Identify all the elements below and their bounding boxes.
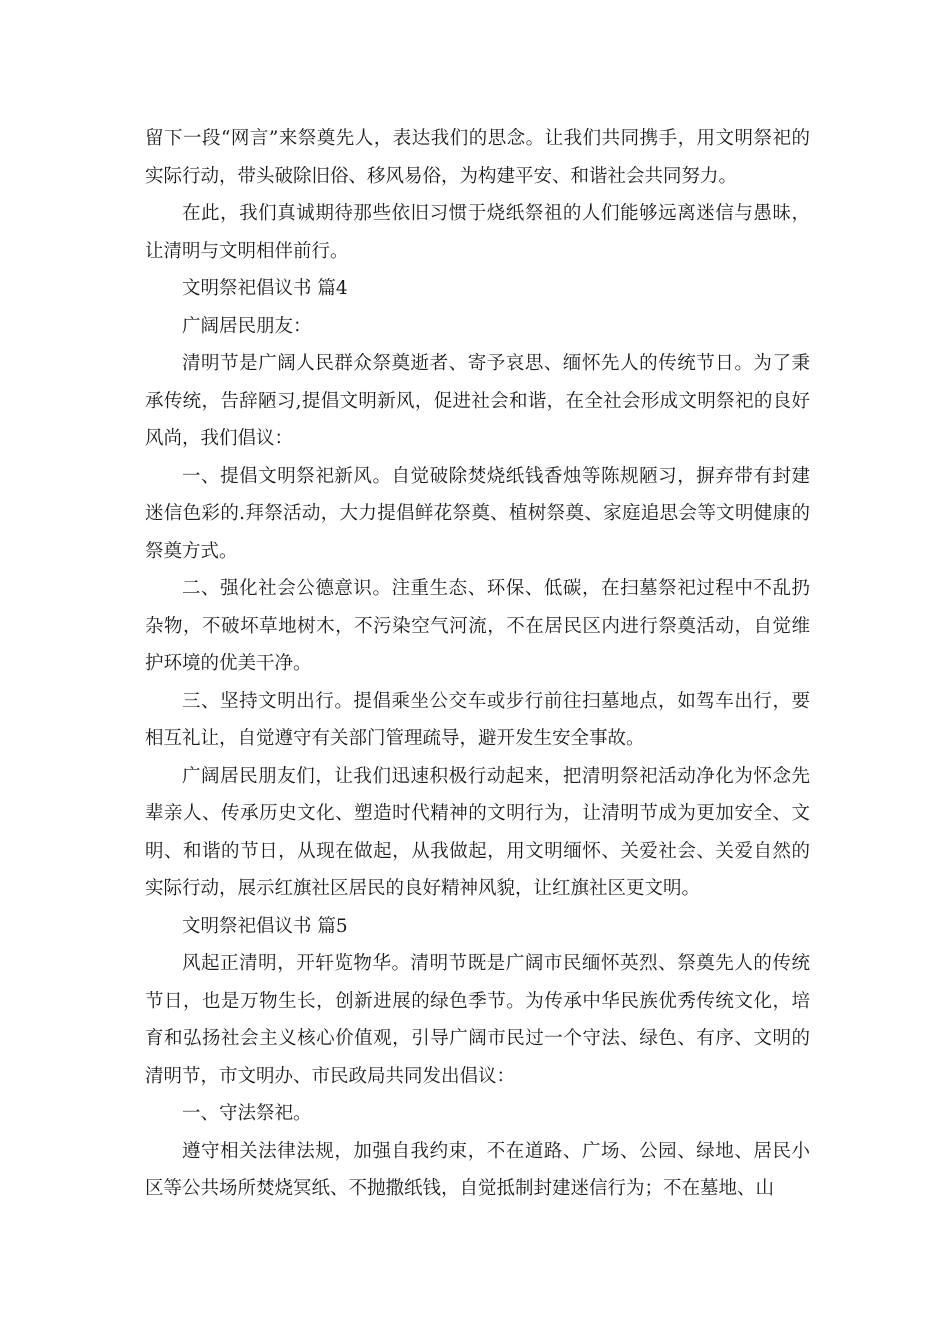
paragraph-intro: 清明节是广阔人民群众祭奠逝者、寄予哀思、缅怀先人的传统节日。为了秉承传统，告辞陋习,提倡文明新风，促进社会和谐，在全社会形成文明祭祀的良好风尚，我们倡议： [145,353,810,449]
paragraph-item-2: 二、强化社会公德意识。注重生态、环保、低碳，在扫墓祭祀过程中不乱扔杂物，不破坏草地树木，不污染空气河流，不在居民区内进行祭奠活动，自觉维护环境的优美干净。 [145,578,810,674]
document-body [145,120,810,1208]
paragraph-item-lawful: 一、守法祭祀。 [182,1103,312,1124]
paragraph-intro-5: 风起正清明，开轩览物华。清明节既是广阔市民缅怀英烈、祭奠先人的传统节日，也是万物生长，创新进展的绿色季节。为传承中华民族优秀传统文化，培育和弘扬社会主义核心价值观，引导广阔市民过一个守法、绿色、有序、文明的清明节，市文明办、市民政局共同发出倡议： [145,953,810,1087]
section-heading-4: 文明祭祀倡议书 篇4 [182,278,348,299]
paragraph-closing-hope: 在此，我们真诚期待那些依旧习惯于烧纸祭祖的人们能够远离迷信与愚昧，让清明与文明相伴前行。 [145,203,810,262]
paragraph-continuation: 留下一段“网言”来祭奠先人，表达我们的思念。让我们共同携手，用文明祭祀的实际行动，带头破除旧俗、移风易俗，为构建平安、和谐社会共同努力。 [145,128,810,187]
paragraph-lawful-detail: 遵守相关法律法规，加强自我约束，不在道路、广场、公园、绿地、居民小区等公共场所焚烧冥纸、不抛撒纸钱，自觉抵制封建迷信行为；不在墓地、山 [145,1140,810,1199]
section-heading-5: 文明祭祀倡议书 篇5 [182,915,348,937]
paragraph-item-3: 三、坚持文明出行。提倡乘坐公交车或步行前往扫墓地点，如驾车出行，要相互礼让，自觉遵守有关部门管理疏导，避开发生安全事故。 [145,690,810,749]
paragraph-salutation: 广阔居民朋友： [182,315,312,337]
paragraph-item-1: 一、提倡文明祭祀新风。自觉破除焚烧纸钱香烛等陈规陋习，摒弃带有封建迷信色彩的.拜祭活动，大力提倡鲜花祭奠、植树祭奠、家庭追思会等文明健康的祭奠方式。 [145,465,810,562]
paragraph-call-to-action: 广阔居民朋友们，让我们迅速积极行动起来，把清明祭祀活动净化为怀念先辈亲人、传承历史文化、塑造时代精神的文明行为，让清明节成为更加安全、文明、和谐的节日，从现在做起，从我做起，用文明缅怀、关爱社会、关爱自然的实际行动，展示红旗社区居民的良好精神风貌，让红旗社区更文明。 [145,765,810,899]
